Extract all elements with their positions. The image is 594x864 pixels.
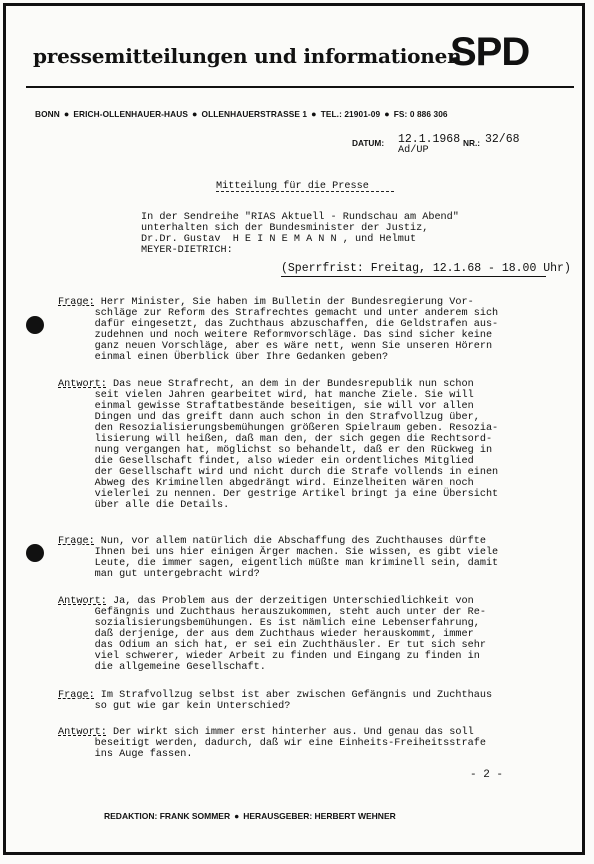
interview-block [58, 596, 578, 673]
speaker-label: Antwort: [58, 727, 107, 738]
sperrfrist-underline [281, 276, 546, 277]
interview-block [58, 727, 578, 760]
address-city: BONN [35, 109, 60, 119]
speaker-label: Frage: [58, 536, 95, 547]
speaker-label: Antwort: [58, 596, 107, 607]
address-building: ERICH-OLLENHAUER-HAUS [73, 109, 188, 119]
address-line: BONN ● ERICH-OLLENHAUER-HAUS ● OLLENHAUERSTRASSE 1 ● TEL.: 21901-09 ● FS: 0 886 306 [35, 109, 448, 119]
punch-hole [26, 316, 44, 334]
datum-value: 12.1.1968 [398, 133, 461, 146]
reference-code: Ad/UP [398, 145, 429, 156]
speaker-text: Nun, vor allem natürlich die Abschaffung des Zuchthauses dürfte Ihnen bei uns hier einigen Ärger machen. Sie wissen, es gibt viele Leute, die immer sagen, eigentlich müßte man kriminell sein, damit man gut untergebracht wird? [94, 536, 499, 580]
address-street: OLLENHAUERSTRASSE 1 [201, 109, 308, 119]
footer-editor: REDAKTION: FRANK SOMMER [104, 811, 231, 821]
speaker-text: Im Strafvollzug selbst ist aber zwischen Gefängnis und Zuchthaus so gut wie gar kein Unterschied? [94, 690, 493, 712]
speaker-text: Ja, das Problem aus der derzeitigen Unterschiedlichkeit von Gefängnis und Zuchthaus herauszukommen, steht auch unter der Re- sozialisierungsbemühungen. Es ist nämlich eine Lebenserfahrung, daß derjenige, der aus dem Zuchthaus wieder herauskommt, immer das Odium an sich hat, er sei ein Zuchthäusler. Er tut sich sehr viel schwerer, wieder Arbeit zu finden und Eingang zu finden in die allgemeine Gesellschaft. [94, 596, 486, 673]
interview-block [58, 379, 578, 511]
header-title: pressemitteilungen und informationen [33, 44, 462, 68]
notice-title: Mitteilung für die Presse [216, 181, 369, 192]
footer-publisher: HERAUSGEBER: HERBERT WEHNER [243, 811, 396, 821]
interview-block [58, 297, 578, 363]
speaker-label: Frage: [58, 297, 95, 308]
speaker-label: Antwort: [58, 379, 107, 390]
address-phone: TEL.: 21901-09 [320, 109, 381, 119]
speaker-text: Das neue Strafrecht, an dem in der Bundesrepublik nun schon seit vielen Jahren gearbeitet wird, hat manche Ziele. Sie will einmal gewisse Straftatbestände beseitigen, sie will vor allen Dingen und das greift dann auch schon in den Strafvollzug über, den Resozialisierungsbemühungen größeren Spielraum geben. Resozia- lisierung will heißen, daß man den, der sich gegen die Rechtsord- nung vergangen hat, möglichst so behandelt, daß er den Rückweg in die Gesellschaft findet, also wieder ein ordentliches Mitglied der Gesellschaft wird und nicht durch die Strafe vollends in einen Abweg des Kriminellen abgedrängt wird. Einzelheiten wären noch vielerlei zu nennen. Der gestrige Artikel bringt ja eine Übersicht über alle die Details. [94, 379, 499, 511]
interview-block [58, 690, 578, 712]
footer: REDAKTION: FRANK SOMMER ● HERAUSGEBER: HERBERT WEHNER [104, 811, 396, 821]
sperrfrist: (Sperrfrist: Freitag, 12.1.68 - 18.00 Uhr) [281, 262, 571, 275]
punch-hole [26, 544, 44, 562]
datum-label: DATUM: [352, 138, 385, 148]
nr-label: NR.: [463, 138, 481, 148]
interview-block [58, 536, 578, 580]
page-number: - 2 - [470, 769, 504, 781]
intro-text: In der Sendreihe "RIAS Aktuell - Rundschau am Abend" unterhalten sich der Bundesminister der Justiz, Dr.Dr. Gustav H E I N E M A N N , und Helmut MEYER-DIETRICH: [141, 212, 459, 256]
spd-logo: SPD [450, 30, 530, 74]
speaker-text: Herr Minister, Sie haben im Bulletin der Bundesregierung Vor- schläge zur Reform des Strafrechtes gemacht und unter anderem sich dafür eingesetzt, das Zuchthaus abzuschaffen, die Geldstrafen aus- zudehnen und noch weitere Reformvorschläge. Das sind sicher keine ganz neuen Vorschläge, aber es wäre nett, wenn Sie unseren Hörern einmal einen Überblick über Ihre Gedanken geben? [94, 297, 499, 363]
speaker-text: Der wirkt sich immer erst hinterher aus. Und genau das soll beseitigt werden, dadurch, daß wir eine Einheits-Freiheitsstrafe ins Auge fassen. [94, 727, 486, 760]
notice-underline [216, 191, 394, 192]
speaker-label: Frage: [58, 690, 95, 701]
nr-value: 32/68 [485, 133, 520, 146]
header-rule [26, 86, 574, 88]
address-telex: FS: 0 886 306 [393, 109, 448, 119]
